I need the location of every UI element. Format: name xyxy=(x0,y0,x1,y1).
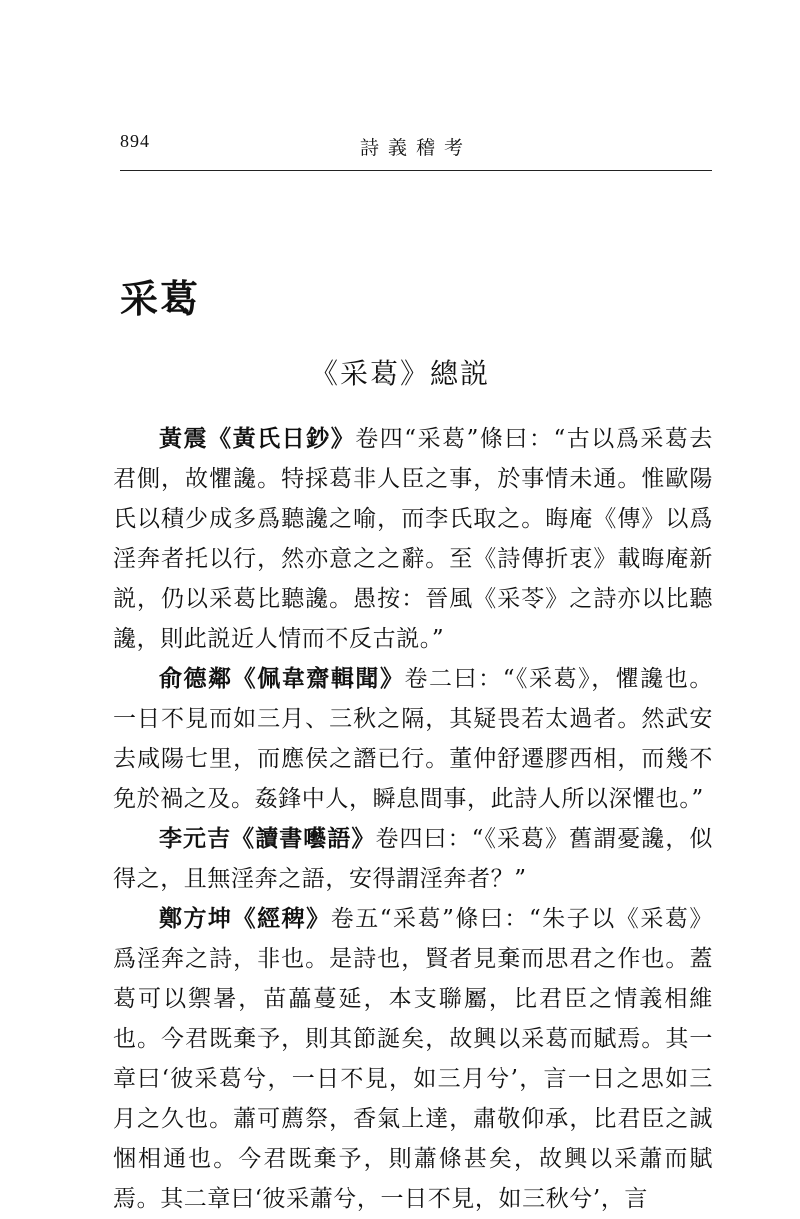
paragraph-li-yuanji xyxy=(113,819,713,899)
paragraph-huang-zhen xyxy=(113,419,713,659)
author-name: 俞德鄰 xyxy=(159,666,233,692)
book-title: 《經稗》 xyxy=(232,906,331,932)
page-header xyxy=(120,131,712,175)
running-title: 詩義稽考 xyxy=(359,137,472,159)
paragraph-text: 卷四曰：“《采葛》舊謂憂讒，似得之，且無淫奔之語，安得謂淫奔者？” xyxy=(113,826,713,892)
author-name: 鄭方坤 xyxy=(159,906,233,932)
paragraph-yu-delin xyxy=(113,659,713,819)
chapter-title: 采葛 xyxy=(120,277,201,321)
author-name: 黃震 xyxy=(159,426,209,452)
section-title: 《采葛》總説 xyxy=(309,357,490,390)
book-title: 《黃氏日鈔》 xyxy=(208,426,356,452)
paragraph-text: 卷二曰：“《采葛》，懼讒也。一日不見而如三月、三秋之隔，其疑畏若太過者。然武安去咸陽七里，而應侯之譖已行。董仲舒遷膠西相，而幾不免於禍之及。姦鋒中人，瞬息間事，此詩人所以深懼也。” xyxy=(113,666,713,812)
body-text xyxy=(113,419,713,1219)
book-title: 《讀書囈語》 xyxy=(231,826,376,852)
header-rule xyxy=(120,170,712,171)
paragraph-text: 卷四“采葛”條曰：“古以爲采葛去君側，故懼讒。特採葛非人臣之事，於事情未通。惟歐陽氏以積少成多爲聽讒之喻，而李氏取之。晦庵《傳》以爲淫奔者托以行，然亦意之之辭。至《詩傳折衷》載晦庵新説，仍以采葛比聽讒。愚按：晉風《采苓》之詩亦以比聽讒，則此説近人情而不反古説。” xyxy=(113,426,714,652)
book-title: 《佩韋齋輯聞》 xyxy=(232,666,405,692)
author-name: 李元吉 xyxy=(159,826,232,852)
paragraph-zheng-fangkun xyxy=(113,899,713,1219)
paragraph-text: 卷五“采葛”條曰：“朱子以《采葛》爲淫奔之詩，非也。是詩也，賢者見棄而思君之作也。蓋葛可以禦暑，苗藟蔓延，本支聯屬，比君臣之情義相維也。今君既棄予，則其節誕矣，故興以采葛而賦焉。其一章曰‘彼采葛兮，一日不見，如三月兮’，言一日之思如三月之久也。蕭可薦祭，香氣上達，肅敬仰承，比君臣之誠悃相通也。今君既棄予，則蕭條甚矣，故興以采蕭而賦焉。其二章曰‘彼采蕭兮，一日不見，如三秋兮’，言 xyxy=(113,906,713,1212)
page-number: 894 xyxy=(120,131,150,151)
